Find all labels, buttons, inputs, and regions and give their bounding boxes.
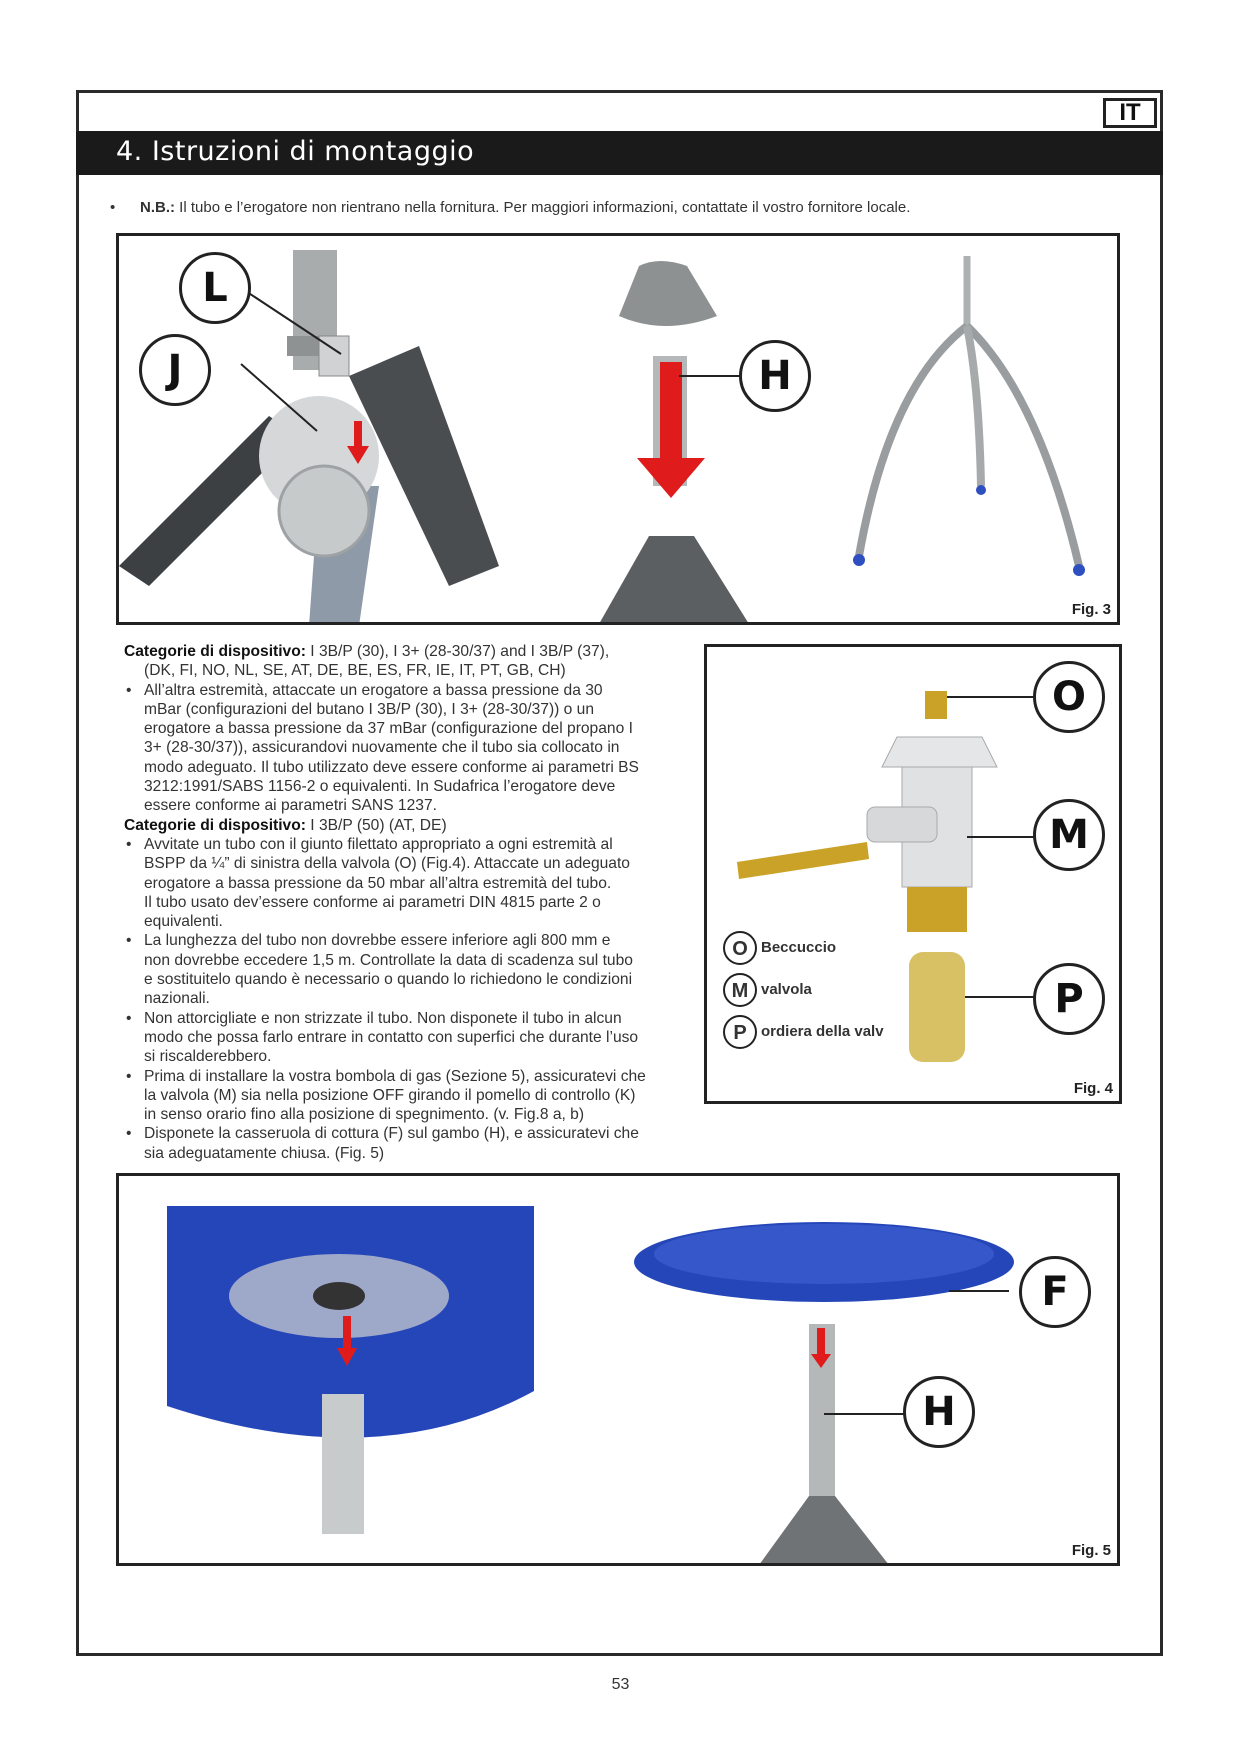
text-line: mBar (configurazioni del butano I 3B/P (30), I 3+ (28-30/37)) o un [144, 700, 595, 718]
text-line: • Prima di installare la vostra bombola di gas (Sezione 5), assicuratevi che [144, 1067, 646, 1085]
note-text: Il tubo e l’erogatore non rientrano nella fornitura. Per maggiori informazioni, contattate il vostro fornitore locale. [179, 199, 911, 216]
callout-O: O [1033, 661, 1105, 733]
bullet: • [110, 199, 116, 216]
category-text: I 3B/P (30), I 3+ (28-30/37) and I 3B/P (37), [310, 643, 610, 660]
figure-3-illustration [119, 236, 1119, 624]
callout-P: P [1033, 963, 1105, 1035]
text-line: la valvola (M) sia nella posizione OFF girando il pomello di controllo (K) [144, 1086, 636, 1104]
list-item [124, 1067, 684, 1125]
figure-4-label: Fig. 4 [1073, 1080, 1113, 1097]
legend-text: valvola [761, 980, 812, 998]
text-line: modo adeguato. Il tubo utilizzato deve essere conforme ai parametri BS [144, 758, 639, 776]
section-title-bar [76, 131, 1163, 175]
note-line [110, 199, 1140, 216]
category-countries: (DK, FI, NO, NL, SE, AT, DE, BE, ES, FR, IE, IT, PT, GB, CH) [144, 662, 566, 680]
text-line: nazionali. [144, 990, 210, 1008]
figure-3 [116, 233, 1120, 625]
text-line: si riscalderebbero. [144, 1048, 272, 1066]
list-item [124, 931, 684, 1008]
category-line-2 [124, 816, 684, 835]
callout-F: F [1019, 1256, 1091, 1328]
list-item [124, 835, 684, 931]
callout-M: M [1033, 799, 1105, 871]
callout-L: L [179, 252, 251, 324]
legend-valvola [723, 973, 812, 1007]
body-text [124, 642, 684, 1163]
callout-J: J [139, 334, 211, 406]
category-label: Categorie di dispositivo: [124, 816, 306, 834]
section-title: 4. Istruzioni di montaggio [116, 136, 475, 167]
legend-key: O [723, 931, 757, 965]
text-line: BSPP da ¼” di sinistra della valvola (O) (Fig.4). Attaccate un adeguato [144, 855, 630, 873]
language-badge: IT [1103, 98, 1157, 128]
text-line: in senso orario fino alla posizione di spegnimento. (v. Fig.8 a, b) [144, 1106, 585, 1124]
callout-H: H [903, 1376, 975, 1448]
text-line: Il tubo usato dev’essere conforme ai parametri DIN 4815 parte 2 o [144, 893, 601, 911]
category-label: Categorie di dispositivo: [124, 643, 306, 660]
text-line: • La lunghezza del tubo non dovrebbe essere inferiore agli 800 mm e [144, 932, 611, 950]
figure-4 [704, 644, 1122, 1104]
page-number: 53 [611, 1676, 630, 1693]
callout-H: H [739, 340, 811, 412]
text-line: erogatore a bassa pressione da 37 mBar (configurazione del propano I [144, 720, 633, 738]
text-line: 3212:1991/SABS 1156-2 o equivalenti. In Sudafrica l’erogatore deve [144, 778, 616, 796]
legend-text: ordiera della valv [761, 1022, 884, 1040]
category-line-1 [124, 642, 684, 661]
figure-3-label: Fig. 3 [1071, 601, 1111, 618]
list-item [124, 1124, 684, 1163]
legend-key: M [723, 973, 757, 1007]
legend-beccuccio [723, 931, 836, 965]
text-line: erogatore a bassa pressione da 50 mbar all’altra estremità del tubo. [144, 874, 612, 892]
text-line: e sostituitelo quando è necessario o quando lo richiedono le condizioni [144, 971, 633, 989]
text-line: • All’altra estremità, attaccate un erogatore a bassa pressione da 30 [144, 681, 603, 699]
legend-key: P [723, 1015, 757, 1049]
list-item [124, 1009, 684, 1067]
note-label: N.B.: [140, 199, 175, 216]
text-line: non dovrebbe eccedere 1,5 m. Controllate la data di scadenza sul tubo [144, 951, 633, 969]
figure-5-illustration [119, 1176, 1119, 1565]
text-line: 3+ (28-30/37)), assicurandovi nuovamente che il tubo sia collocato in [144, 739, 620, 757]
category-text: I 3B/P (50) (AT, DE) [310, 816, 447, 834]
legend-raccordiera [723, 1015, 884, 1049]
text-line: equivalenti. [144, 913, 223, 931]
text-line: sia adeguatamente chiusa. (Fig. 5) [144, 1144, 385, 1162]
list-item [124, 681, 684, 816]
figure-5-label: Fig. 5 [1071, 1542, 1111, 1559]
text-line: • Disponete la casseruola di cottura (F) sul gambo (H), e assicuratevi che [144, 1125, 639, 1143]
text-line: essere conforme ai parametri SANS 1237. [144, 797, 437, 815]
text-line: modo che possa farlo entrare in contatto con superfici che durante l’uso [144, 1028, 639, 1046]
legend-text: Beccuccio [761, 938, 837, 956]
text-line: • Non attorcigliate e non strizzate il tubo. Non disponete il tubo in alcun [144, 1009, 622, 1027]
text-line: • Avvitate un tubo con il giunto filettato appropriato a ogni estremità al [144, 835, 613, 853]
figure-5 [116, 1173, 1120, 1566]
